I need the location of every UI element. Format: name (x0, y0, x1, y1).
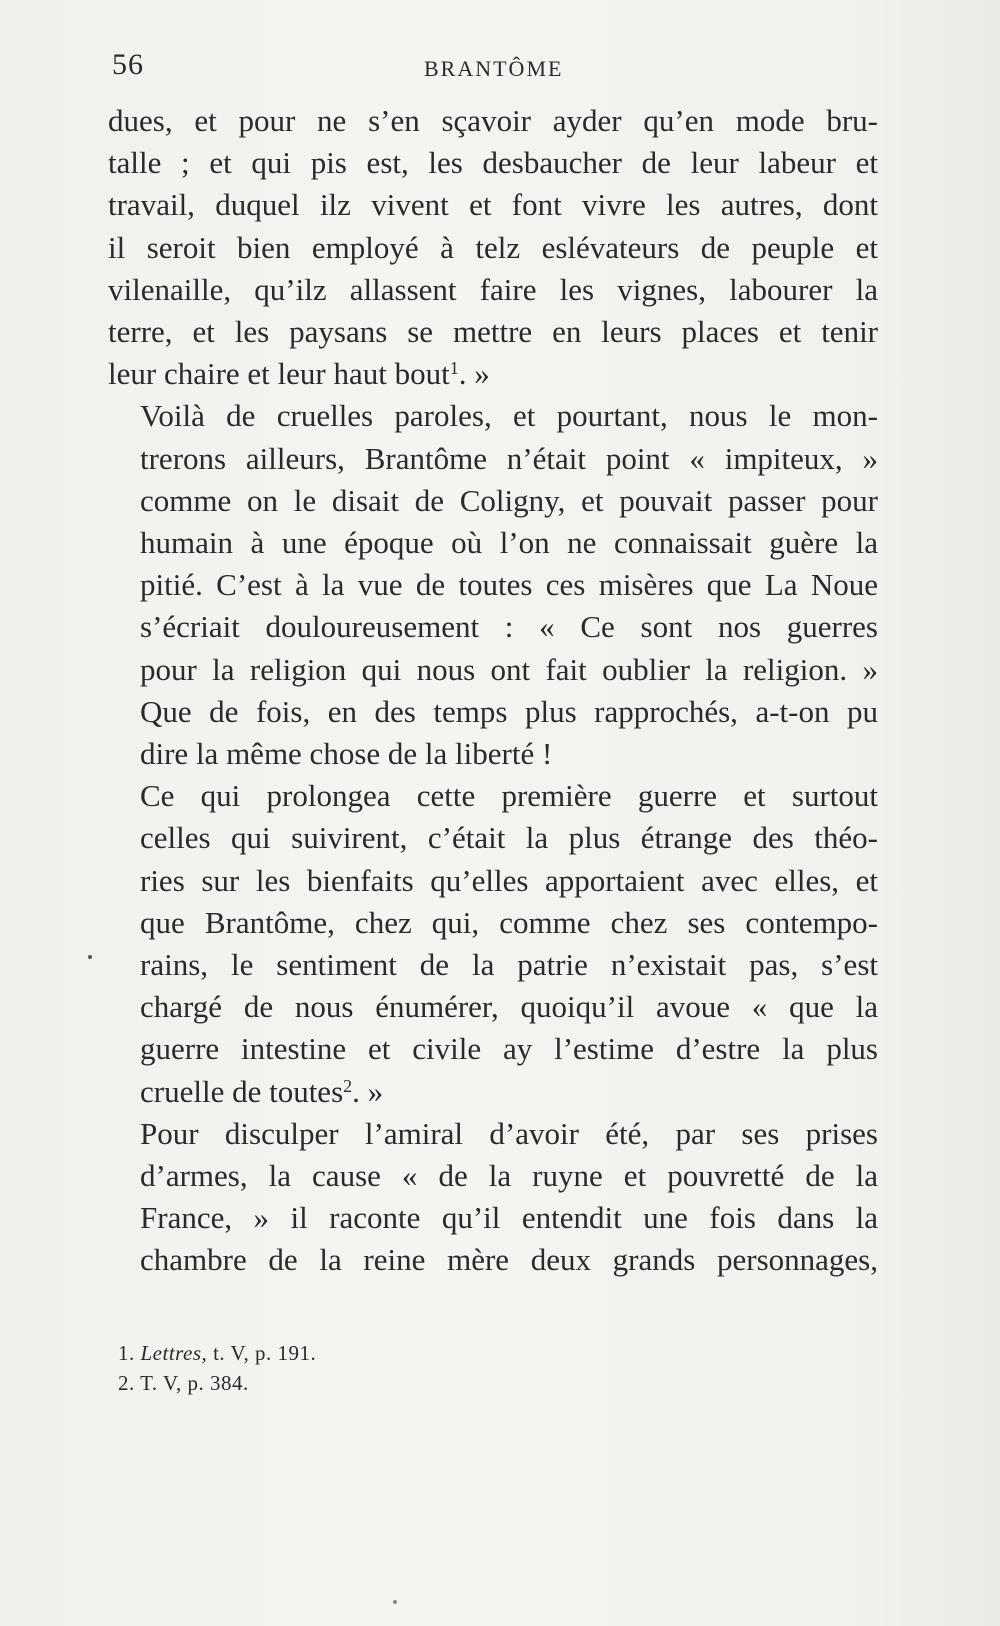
text-line: il seroit bien employé à telz eslévateurs de peuple et (108, 229, 878, 265)
ink-speck (393, 1600, 397, 1604)
text-line: pour la religion qui nous ont fait oublier la religion. » (140, 651, 878, 687)
text-line: vilenaille, qu’ilz allassent faire les vignes, labourer la (108, 271, 878, 307)
text-line (108, 353, 878, 395)
text-line: que Brantôme, chez qui, comme chez ses contempo- (140, 904, 878, 940)
footnote-title: Lettres, (140, 1341, 208, 1365)
text-line: dues, et pour ne s’en sçavoir ayder qu’en mode bru- (108, 103, 878, 138)
running-head (112, 48, 882, 88)
paragraph-4 (108, 1113, 878, 1282)
paragraph-2 (108, 395, 878, 775)
text-line: terre, et les paysans se mettre en leurs places et tenir (108, 314, 878, 350)
footnote-number: 2. (118, 1371, 135, 1395)
running-title: BRANTÔME (424, 56, 564, 81)
ink-speck (88, 955, 92, 959)
body-text (108, 100, 878, 1282)
footnote-1 (118, 1338, 618, 1368)
text-line: chambre de la reine mère deux grands personnages, (140, 1242, 878, 1278)
footnote-ref-1: 1 (449, 358, 459, 379)
footnotes (118, 1338, 618, 1398)
footnote-text: t. V, p. 191. (213, 1341, 317, 1365)
footnote-2 (118, 1368, 618, 1398)
footnote-text: T. V, p. 384. (140, 1371, 249, 1395)
paragraph-3 (108, 775, 878, 1113)
text-line: France, » il raconte qu’il entendit une fois dans la (140, 1200, 878, 1236)
text-line: comme on le disait de Coligny, et pouvait passer pour (140, 482, 878, 518)
text-line (108, 1071, 878, 1113)
text-fragment: . » (458, 356, 490, 392)
text-line: pitié. C’est à la vue de toutes ces misères que La Noue (140, 567, 878, 603)
text-line: guerre intestine et civile ay l’estime d’estre la plus (140, 1031, 878, 1067)
text-line: rains, le sentiment de la patrie n’existait pas, s’est (140, 947, 878, 983)
text-line: Que de fois, en des temps plus rapprochés, a-t-on pu (140, 693, 878, 729)
text-line: chargé de nous énumérer, quoiqu’il avoue « que la (140, 989, 878, 1025)
text-line: Voilà de cruelles paroles, et pourtant, nous le mon- (140, 398, 878, 434)
text-line: d’armes, la cause « de la ruyne et pouvretté de la (140, 1158, 878, 1194)
text-line: talle ; et qui pis est, les desbaucher de leur labeur et (108, 145, 878, 181)
text-line: Pour disculper l’amiral d’avoir été, par ses prises (140, 1115, 878, 1151)
text-line: travail, duquel ilz vivent et font vivre les autres, dont (108, 187, 878, 223)
text-line: Ce qui prolongea cette première guerre et surtout (140, 778, 878, 814)
text-fragment: . » (352, 1073, 384, 1109)
footnote-ref-2: 2 (343, 1075, 353, 1096)
text-line: s’écriait douloureusement : « Ce sont nos guerres (140, 609, 878, 645)
text-line: humain à une époque où l’on ne connaissait guère la (140, 525, 878, 561)
footnote-number: 1. (118, 1341, 135, 1365)
text-line: trerons ailleurs, Brantôme n’était point « impiteux, » (140, 440, 878, 476)
text-line: celles qui suivirent, c’était la plus étrange des théo- (140, 820, 878, 856)
paragraph-1 (108, 100, 878, 395)
text-fragment: cruelle de toutes (140, 1073, 344, 1109)
text-fragment: leur chaire et leur haut bout (108, 356, 450, 392)
page-number: 56 (112, 48, 144, 81)
text-line: ries sur les bienfaits qu’elles apportaient avec elles, et (140, 862, 878, 898)
text-line: dire la même chose de la liberté ! (140, 736, 553, 772)
